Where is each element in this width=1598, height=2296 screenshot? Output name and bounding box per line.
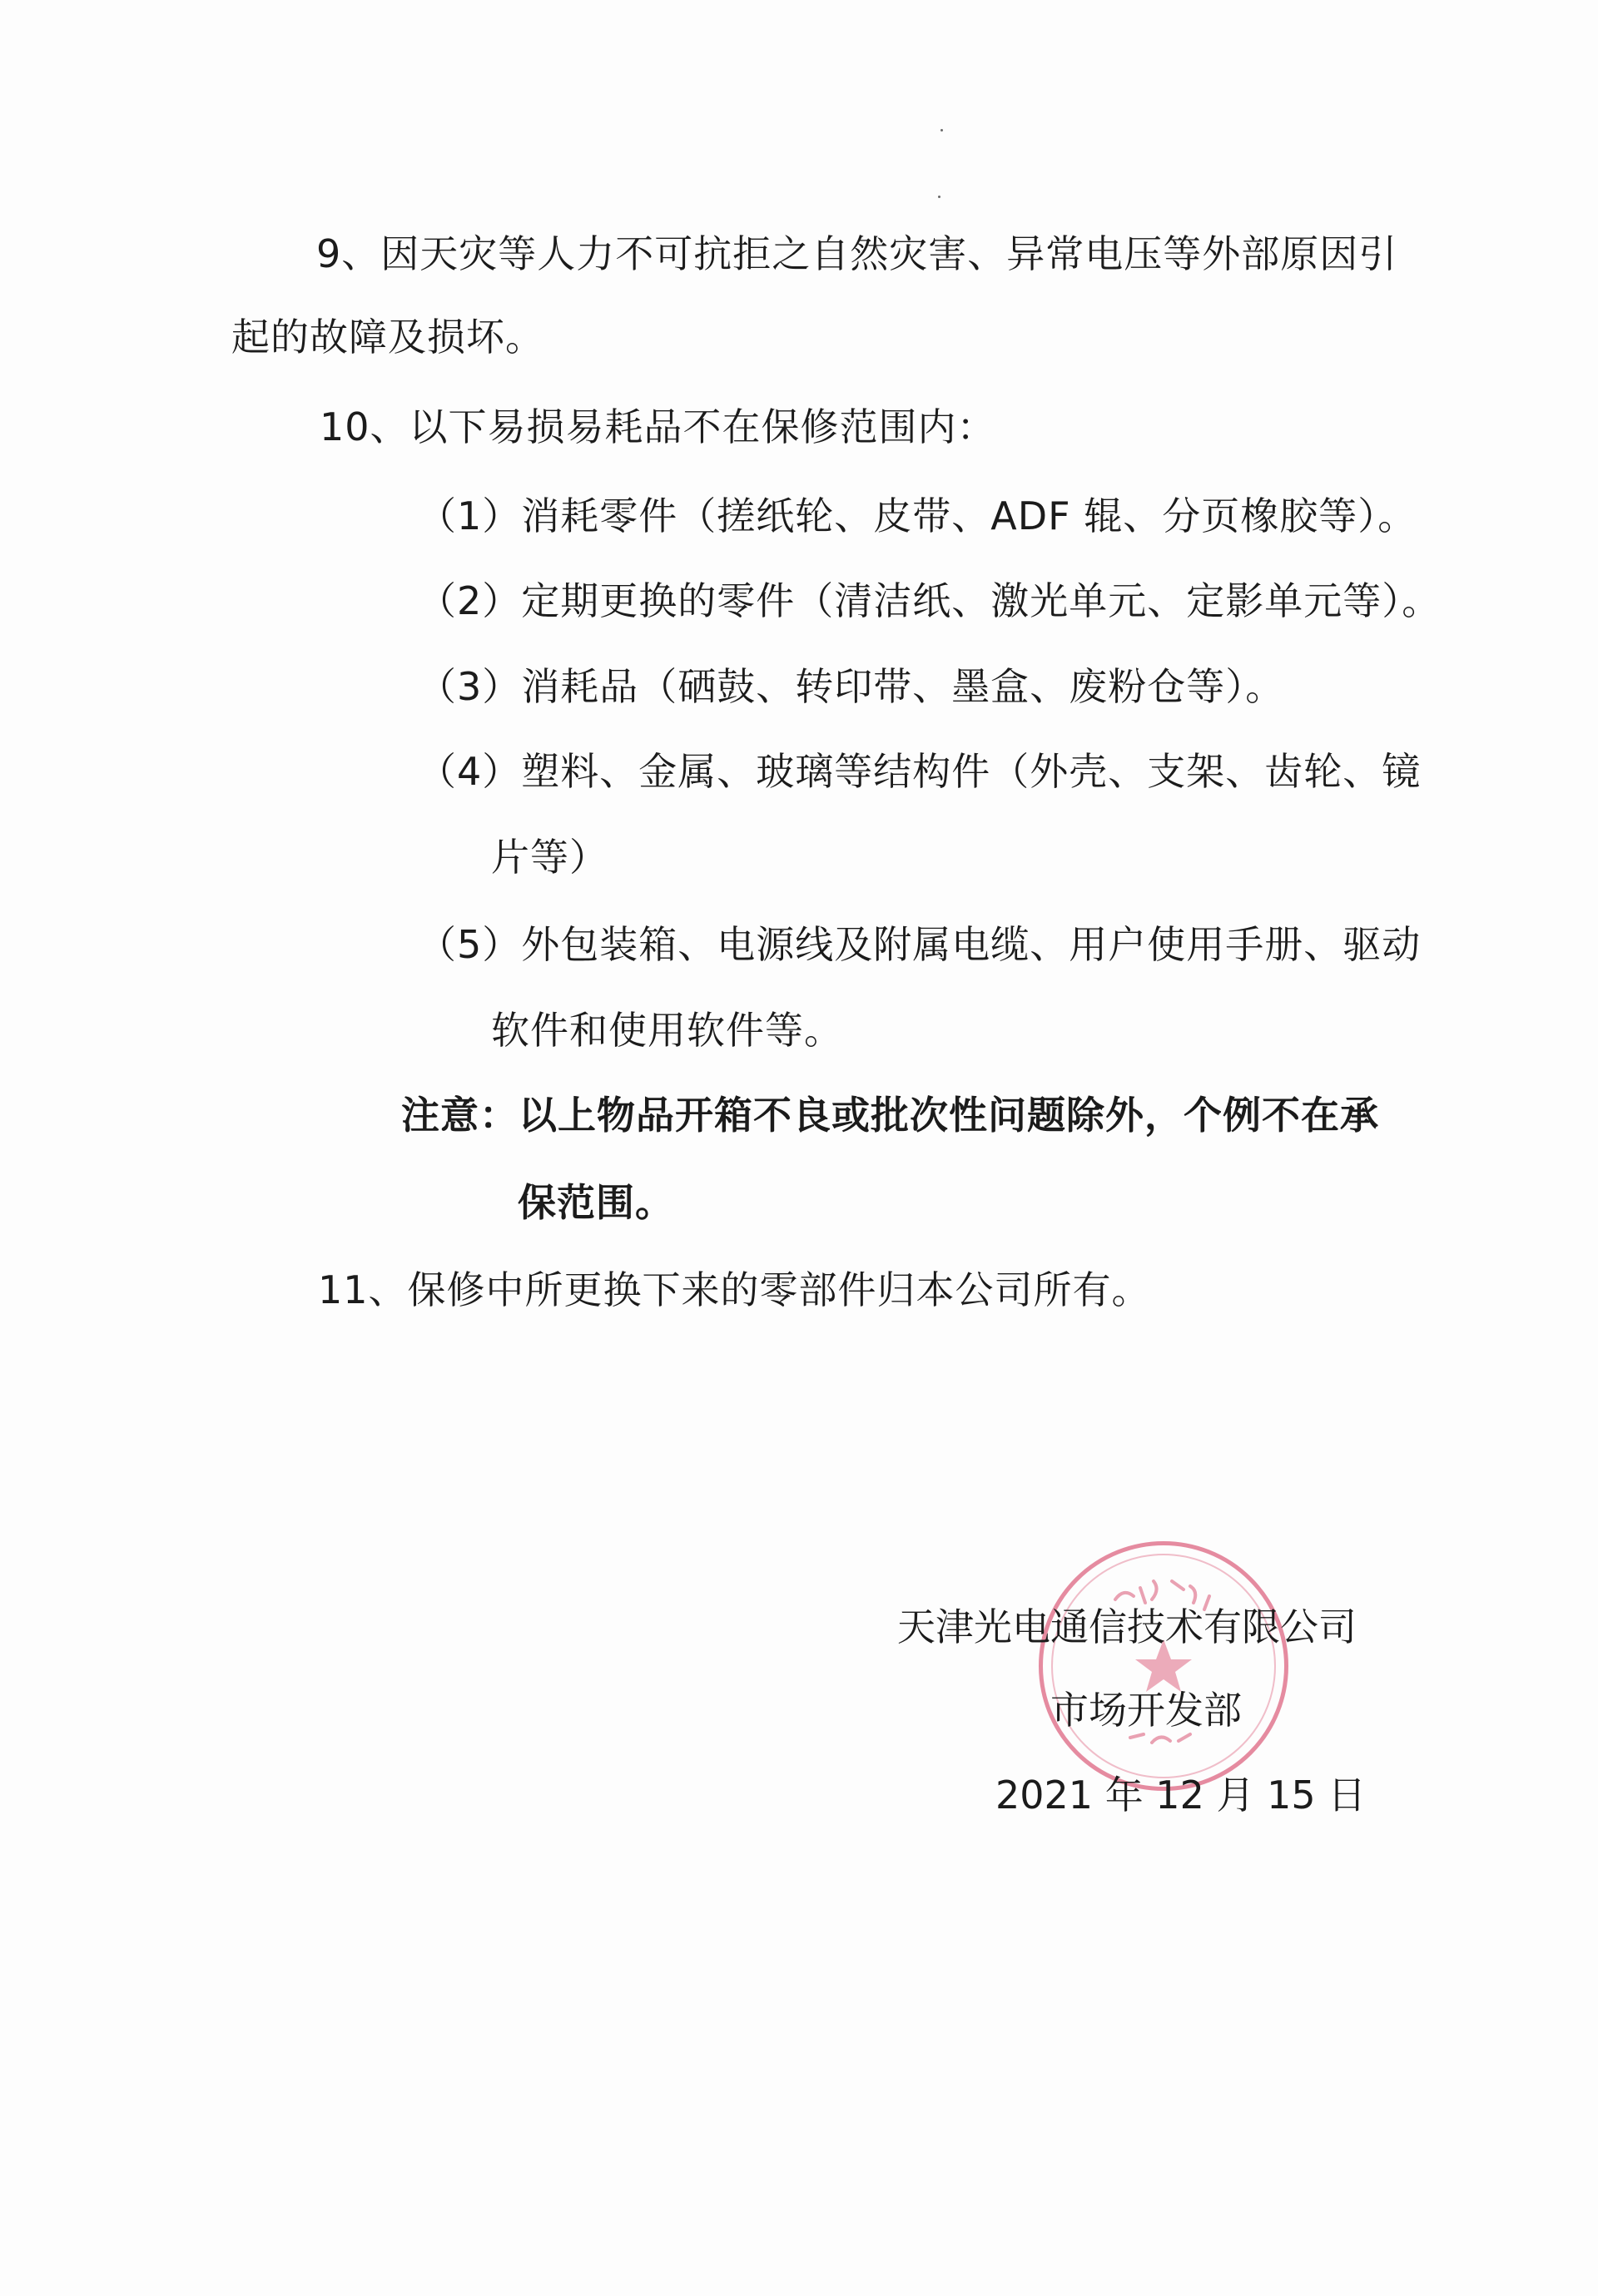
item-10-sub-4-line-2: 片等） xyxy=(491,835,608,880)
item-10-sub-1: （1）消耗零件（搓纸轮、皮带、ADF 辊、分页橡胶等）。 xyxy=(418,493,1417,538)
signature-company: 天津光电通信技术有限公司 xyxy=(897,1604,1357,1649)
item-10-sub-5-line-2: 软件和使用软件等。 xyxy=(491,1008,843,1053)
item-10-sub-2: （2）定期更换的零件（清洁纸、激光单元、定影单元等）。 xyxy=(418,578,1442,623)
seal-mark xyxy=(1039,1541,1288,1791)
item-10-sub-5-line-1: （5）外包装箱、电源线及附属电缆、用户使用手册、驱动 xyxy=(418,922,1422,967)
item-10-sub-3: （3）消耗品（硒鼓、转印带、墨盒、废粉仓等）。 xyxy=(418,664,1285,709)
item-10-heading: 10、以下易损易耗品不在保修范围内： xyxy=(320,404,996,449)
note-line-1: 注意：以上物品开箱不良或批次性问题除外，个例不在承 xyxy=(401,1093,1379,1138)
scan-speck xyxy=(940,129,943,131)
item-9-line-1: 9、因天灾等人力不可抗拒之自然灾害、异常电压等外部原因引 xyxy=(316,231,1398,276)
company-seal xyxy=(1039,1541,1288,1791)
signature-department: 市场开发部 xyxy=(1050,1688,1242,1733)
signature-date: 2021 年 12 月 15 日 xyxy=(995,1773,1367,1817)
note-line-2: 保范围。 xyxy=(518,1180,674,1225)
item-11: 11、保修中所更换下来的零部件归本公司所有。 xyxy=(318,1267,1151,1312)
scan-speck xyxy=(938,196,940,198)
item-9-line-2: 起的故障及损坏。 xyxy=(231,315,544,360)
item-10-sub-4-line-1: （4）塑料、金属、玻璃等结构件（外壳、支架、齿轮、镜 xyxy=(418,749,1422,794)
